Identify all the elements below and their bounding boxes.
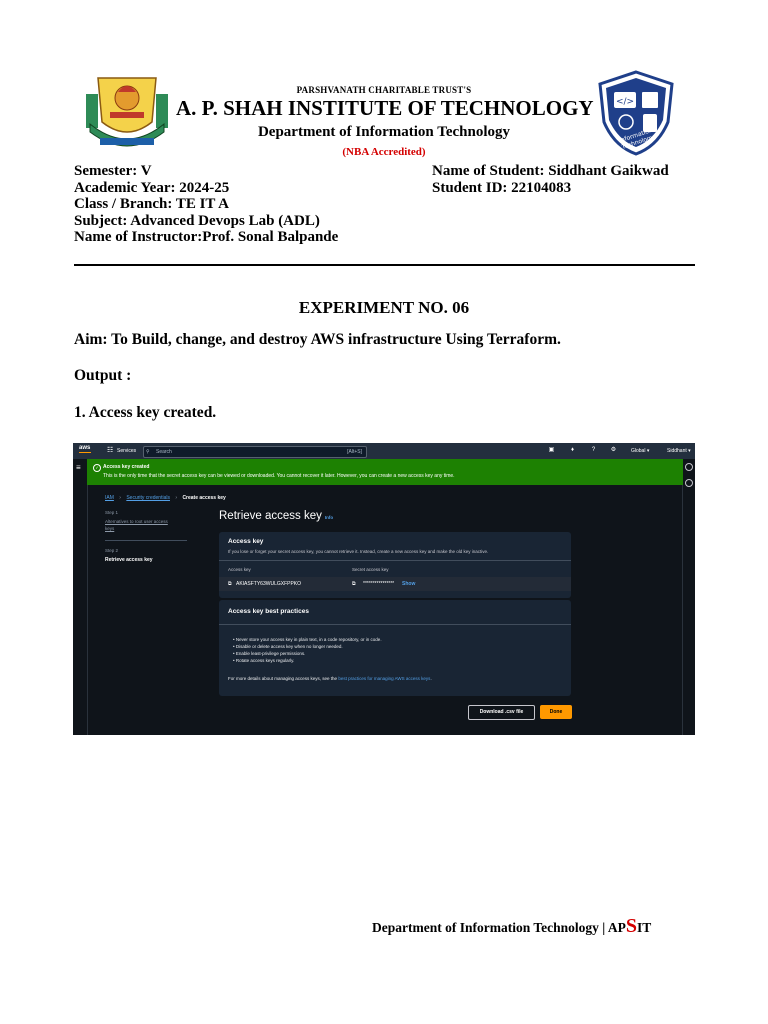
footer-logo-it: IT: [636, 920, 652, 935]
header-divider: [74, 264, 695, 266]
region-selector[interactable]: Global ▾: [631, 448, 650, 454]
gear-icon[interactable]: ⚙: [610, 447, 617, 453]
practice-item: • Never store your access key in plain text, in a code repository, or in code.: [233, 637, 382, 642]
info-panel-icon[interactable]: [685, 463, 693, 471]
aws-top-bar: [73, 443, 695, 459]
wizard-step-2-current: Retrieve access key: [105, 557, 153, 563]
footer-department: Department of Information Technology | AP: [372, 920, 626, 935]
search-icon: ⚲: [146, 449, 150, 455]
wizard-step-2-label: Step 2: [105, 548, 119, 553]
access-key-value: AKIASFTY63WULGXFPPKO: [236, 581, 302, 587]
secret-key-mask: ****************: [363, 581, 395, 587]
bell-icon[interactable]: ♦: [570, 447, 575, 453]
aws-logo[interactable]: aws: [79, 445, 91, 451]
access-key-description: If you lose or forget your secret access key, you cannot retrieve it. Instead, create a new access key and make the old key inactive.: [228, 549, 489, 554]
wizard-step-1-link-line1[interactable]: Alternatives to root user access: [105, 519, 168, 524]
services-menu[interactable]: Services: [117, 448, 137, 454]
card-divider: [219, 624, 571, 625]
academic-year: Academic Year: 2024-25: [74, 179, 230, 196]
best-practices-heading: Access key best practices: [228, 608, 309, 615]
logo-caption: Information Technology: [618, 126, 656, 151]
footer-prefix: For more details about managing access keys, see the: [228, 676, 339, 681]
search-input[interactable]: [143, 446, 367, 458]
breadcrumb: [105, 495, 226, 501]
aws-console-screenshot: [73, 443, 695, 735]
left-nav-rail: [73, 459, 88, 735]
svg-text:</>: </>: [615, 97, 635, 107]
card-divider: [219, 560, 571, 561]
access-key-row: [219, 577, 571, 591]
subject: Subject: Advanced Devops Lab (ADL): [74, 212, 320, 229]
wizard-step-1-link-line2[interactable]: keys: [105, 526, 115, 531]
student-id: Student ID: 22104083: [432, 179, 572, 196]
class-branch: Class / Branch: TE IT A: [74, 196, 229, 212]
right-tool-rail: [682, 459, 695, 735]
student-info-left: [74, 163, 338, 246]
flash-title: Access key created: [103, 464, 150, 470]
done-button[interactable]: Done: [540, 705, 572, 719]
help-icon[interactable]: ?: [591, 447, 596, 453]
practice-item: • Rotate access keys regularly.: [233, 658, 295, 663]
page-title: [219, 510, 333, 522]
wizard-divider: [105, 540, 187, 541]
copy-icon[interactable]: ⧉: [352, 581, 356, 587]
breadcrumb-security-credentials[interactable]: Security credentials: [126, 495, 170, 501]
practice-item: • Enable least-privilege permissions.: [233, 651, 306, 656]
page-footer: [372, 915, 651, 938]
it-department-logo: [596, 70, 676, 156]
student-name: Name of Student: Siddhant Gaikwad: [432, 163, 669, 179]
aws-logo-smile: [79, 452, 91, 453]
instructor: Name of Instructor:Prof. Sonal Balpande: [74, 229, 339, 245]
best-practices-link[interactable]: best practices for managing AWS access keys: [338, 676, 431, 681]
check-icon: ✓: [93, 464, 101, 472]
experiment-title: EXPERIMENT NO. 06: [298, 298, 470, 317]
col-access-key: Access key: [228, 567, 251, 572]
col-secret-key: Secret access key: [352, 567, 389, 572]
chevron-right-icon: ›: [175, 495, 178, 501]
semester: Semester: V: [74, 163, 152, 179]
copy-icon[interactable]: ⧉: [228, 581, 232, 587]
footer-logo-s: S: [625, 915, 637, 937]
clock-icon[interactable]: [685, 479, 693, 487]
department-name: Department of Information Technology: [257, 124, 511, 140]
account-menu[interactable]: Siddhant ▾: [667, 448, 691, 454]
page-title-text: Retrieve access key: [219, 510, 322, 522]
best-practices-card: [219, 600, 571, 696]
breadcrumb-iam[interactable]: IAM: [105, 495, 114, 501]
step-1-heading: 1. Access key created.: [74, 404, 217, 421]
menu-icon[interactable]: ≡: [76, 463, 81, 472]
accreditation-note: (NBA Accredited): [342, 146, 426, 158]
access-key-card: [219, 532, 571, 598]
info-link[interactable]: Info: [324, 515, 334, 520]
wizard-step-1-link[interactable]: [105, 518, 168, 532]
practices-footer: [228, 676, 432, 681]
trust-name: PARSHVANATH CHARITABLE TRUST'S: [296, 85, 472, 95]
output-label: Output :: [74, 367, 132, 384]
show-secret-link[interactable]: Show: [402, 581, 416, 587]
success-flashbar: [87, 459, 683, 485]
practice-item: • Disable or delete access key when no longer needed.: [233, 644, 343, 649]
institute-name: A. P. SHAH INSTITUTE OF TECHNOLOGY: [176, 96, 594, 120]
footer-suffix: .: [430, 676, 432, 681]
wizard-step-1-label: Step 1: [105, 510, 119, 515]
search-shortcut: [Alt+S]: [347, 449, 362, 455]
chevron-right-icon: ›: [119, 495, 121, 501]
cloudshell-icon[interactable]: ▣: [548, 447, 555, 453]
student-info-right: [432, 163, 669, 196]
download-csv-button[interactable]: Download .csv file: [468, 705, 535, 720]
grid-icon[interactable]: ☷: [107, 447, 114, 454]
search-placeholder: Search: [156, 449, 172, 455]
flash-message: This is the only time that the secret access key can be viewed or downloaded. You cannot recover it later. However, you can create a new access key any time.: [103, 473, 455, 479]
aim-text: Aim: To Build, change, and destroy AWS infrastructure Using Terraform.: [74, 331, 561, 348]
breadcrumb-current: Create access key: [182, 495, 226, 501]
access-key-heading: Access key: [228, 538, 264, 545]
